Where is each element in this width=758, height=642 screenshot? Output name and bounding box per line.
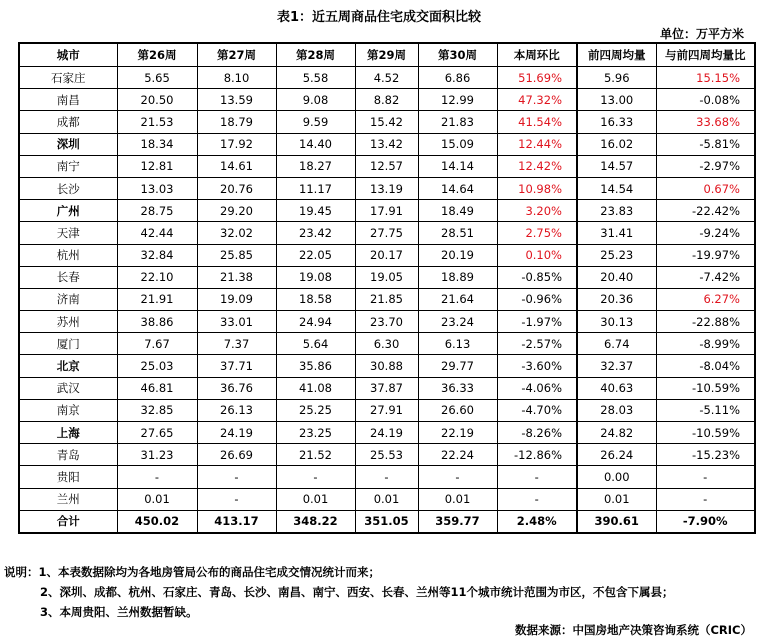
cell-w28: 41.08 — [276, 377, 355, 399]
cell-avg4: 13.00 — [577, 89, 656, 111]
cell-vs4: -10.59% — [656, 422, 755, 444]
cell-w29: 13.42 — [355, 133, 418, 155]
cell-w30: 28.51 — [418, 222, 497, 244]
cell-w26: 0.01 — [117, 488, 197, 510]
cell-w27: 413.17 — [197, 510, 276, 533]
cell-w28: 18.27 — [276, 155, 355, 177]
table-row — [19, 444, 755, 466]
cell-city: 深圳 — [19, 133, 117, 155]
cell-w29: 21.85 — [355, 288, 418, 310]
cell-w27: 32.02 — [197, 222, 276, 244]
cell-w26: 27.65 — [117, 422, 197, 444]
cell-vs4: -22.42% — [656, 200, 755, 222]
cell-vs4: -8.04% — [656, 355, 755, 377]
cell-w26: 12.81 — [117, 155, 197, 177]
cell-w27: 14.61 — [197, 155, 276, 177]
note-item: 2、深圳、成都、杭州、石家庄、青岛、长沙、南昌、南宁、西安、长春、兰州等11个城市统计范围为市区，不包含下属县； — [40, 585, 674, 599]
cell-wow: 2.48% — [497, 510, 577, 533]
cell-wow: 2.75% — [497, 222, 577, 244]
table-row — [19, 288, 755, 310]
cell-avg4: 20.36 — [577, 288, 656, 310]
cell-w26: 31.23 — [117, 444, 197, 466]
table-row — [19, 200, 755, 222]
cell-city: 南京 — [19, 399, 117, 421]
total-row — [19, 510, 755, 533]
cell-w30: 29.77 — [418, 355, 497, 377]
cell-w26: 21.91 — [117, 288, 197, 310]
notes-label: 说明： — [4, 565, 39, 579]
cell-w27: 20.76 — [197, 177, 276, 199]
note-line-1 — [4, 562, 674, 582]
cell-wow: -1.97% — [497, 311, 577, 333]
cell-avg4: 5.96 — [577, 67, 656, 89]
cell-wow: 10.98% — [497, 177, 577, 199]
cell-w26: 18.34 — [117, 133, 197, 155]
cell-w29: 25.53 — [355, 444, 418, 466]
cell-vs4: -22.88% — [656, 311, 755, 333]
cell-w28: 23.42 — [276, 222, 355, 244]
cell-city: 长沙 — [19, 177, 117, 199]
cell-w28: 19.08 — [276, 266, 355, 288]
header-row — [19, 43, 755, 67]
cell-w28: 348.22 — [276, 510, 355, 533]
cell-w29: 351.05 — [355, 510, 418, 533]
cell-w27: 7.37 — [197, 333, 276, 355]
cell-w30: 12.99 — [418, 89, 497, 111]
cell-avg4: 30.13 — [577, 311, 656, 333]
cell-avg4: 14.57 — [577, 155, 656, 177]
cell-vs4: 0.67% — [656, 177, 755, 199]
cell-w29: 37.87 — [355, 377, 418, 399]
cell-w27: 17.92 — [197, 133, 276, 155]
cell-city: 合计 — [19, 510, 117, 533]
col-header-w30: 第30周 — [418, 43, 497, 67]
cell-w27: 37.71 — [197, 355, 276, 377]
cell-wow: -4.70% — [497, 399, 577, 421]
cell-w27: - — [197, 488, 276, 510]
cell-avg4: 0.00 — [577, 466, 656, 488]
table-row — [19, 244, 755, 266]
cell-w26: 5.65 — [117, 67, 197, 89]
col-header-w27: 第27周 — [197, 43, 276, 67]
cell-vs4: -8.99% — [656, 333, 755, 355]
cell-w26: 20.50 — [117, 89, 197, 111]
cell-avg4: 16.33 — [577, 111, 656, 133]
table-row — [19, 222, 755, 244]
col-header-w26: 第26周 — [117, 43, 197, 67]
table-row — [19, 399, 755, 421]
cell-w30: 359.77 — [418, 510, 497, 533]
cell-w29: 12.57 — [355, 155, 418, 177]
cell-avg4: 32.37 — [577, 355, 656, 377]
cell-w30: 14.14 — [418, 155, 497, 177]
cell-vs4: -0.08% — [656, 89, 755, 111]
cell-city: 苏州 — [19, 311, 117, 333]
cell-wow: -0.96% — [497, 288, 577, 310]
cell-city: 贵阳 — [19, 466, 117, 488]
cell-avg4: 25.23 — [577, 244, 656, 266]
comparison-table — [18, 42, 756, 534]
cell-w30: 0.01 — [418, 488, 497, 510]
cell-w26: 46.81 — [117, 377, 197, 399]
cell-w28: 24.94 — [276, 311, 355, 333]
cell-city: 青岛 — [19, 444, 117, 466]
cell-avg4: 40.63 — [577, 377, 656, 399]
cell-w27: - — [197, 466, 276, 488]
cell-w26: - — [117, 466, 197, 488]
table-row — [19, 89, 755, 111]
cell-w26: 42.44 — [117, 222, 197, 244]
cell-wow: -12.86% — [497, 444, 577, 466]
cell-w29: 13.19 — [355, 177, 418, 199]
table-row — [19, 311, 755, 333]
cell-city: 杭州 — [19, 244, 117, 266]
cell-city: 南昌 — [19, 89, 117, 111]
cell-w30: 21.64 — [418, 288, 497, 310]
cell-w28: 0.01 — [276, 488, 355, 510]
cell-w29: 8.82 — [355, 89, 418, 111]
cell-wow: -3.60% — [497, 355, 577, 377]
cell-w27: 33.01 — [197, 311, 276, 333]
cell-w30: 15.09 — [418, 133, 497, 155]
col-header-w28: 第28周 — [276, 43, 355, 67]
table-row — [19, 111, 755, 133]
cell-wow: -0.85% — [497, 266, 577, 288]
cell-vs4: -5.81% — [656, 133, 755, 155]
cell-vs4: 6.27% — [656, 288, 755, 310]
cell-wow: 3.20% — [497, 200, 577, 222]
cell-w28: 18.58 — [276, 288, 355, 310]
cell-w30: 6.86 — [418, 67, 497, 89]
cell-w28: 35.86 — [276, 355, 355, 377]
cell-wow: -8.26% — [497, 422, 577, 444]
cell-avg4: 31.41 — [577, 222, 656, 244]
cell-city: 兰州 — [19, 488, 117, 510]
cell-w27: 26.69 — [197, 444, 276, 466]
note-line-2 — [4, 582, 674, 602]
cell-w29: 23.70 — [355, 311, 418, 333]
cell-w27: 24.19 — [197, 422, 276, 444]
cell-avg4: 0.01 — [577, 488, 656, 510]
cell-w30: 22.19 — [418, 422, 497, 444]
cell-wow: - — [497, 488, 577, 510]
cell-wow: - — [497, 466, 577, 488]
cell-w29: 20.17 — [355, 244, 418, 266]
cell-w28: 23.25 — [276, 422, 355, 444]
cell-w30: 36.33 — [418, 377, 497, 399]
cell-vs4: -15.23% — [656, 444, 755, 466]
cell-w30: 26.60 — [418, 399, 497, 421]
cell-w26: 32.85 — [117, 399, 197, 421]
cell-w26: 22.10 — [117, 266, 197, 288]
cell-vs4: -5.11% — [656, 399, 755, 421]
cell-w28: 21.52 — [276, 444, 355, 466]
cell-w28: 9.08 — [276, 89, 355, 111]
cell-w29: 17.91 — [355, 200, 418, 222]
col-header-vs4: 与前四周均量比 — [656, 43, 755, 67]
notes — [4, 562, 674, 622]
table-title: 表1：近五周商品住宅成交面积比较 — [276, 10, 482, 25]
table-row — [19, 155, 755, 177]
cell-w28: 5.64 — [276, 333, 355, 355]
cell-city: 厦门 — [19, 333, 117, 355]
cell-w30: 6.13 — [418, 333, 497, 355]
table-row — [19, 422, 755, 444]
cell-w30: 21.83 — [418, 111, 497, 133]
unit-label: 单位：万平方米 — [659, 27, 744, 41]
col-header-wow: 本周环比 — [497, 43, 577, 67]
cell-w29: - — [355, 466, 418, 488]
cell-city: 长春 — [19, 266, 117, 288]
note-line-3 — [4, 602, 674, 622]
cell-w29: 27.75 — [355, 222, 418, 244]
cell-w26: 32.84 — [117, 244, 197, 266]
cell-vs4: 15.15% — [656, 67, 755, 89]
cell-city: 南宁 — [19, 155, 117, 177]
data-source: 数据来源：中国房地产决策咨询系统（CRIC） — [514, 623, 752, 637]
cell-w29: 15.42 — [355, 111, 418, 133]
cell-avg4: 23.83 — [577, 200, 656, 222]
cell-wow: 12.44% — [497, 133, 577, 155]
cell-w28: 14.40 — [276, 133, 355, 155]
cell-w28: 25.25 — [276, 399, 355, 421]
cell-wow: -2.57% — [497, 333, 577, 355]
cell-w27: 19.09 — [197, 288, 276, 310]
cell-avg4: 390.61 — [577, 510, 656, 533]
cell-w28: 5.58 — [276, 67, 355, 89]
cell-w29: 30.88 — [355, 355, 418, 377]
cell-w26: 7.67 — [117, 333, 197, 355]
cell-vs4: - — [656, 488, 755, 510]
cell-w26: 450.02 — [117, 510, 197, 533]
table-row — [19, 266, 755, 288]
cell-vs4: -10.59% — [656, 377, 755, 399]
cell-vs4: - — [656, 466, 755, 488]
cell-w27: 18.79 — [197, 111, 276, 133]
cell-w30: 14.64 — [418, 177, 497, 199]
col-header-city: 城市 — [19, 43, 117, 67]
table-row — [19, 377, 755, 399]
table-row — [19, 333, 755, 355]
table-body — [19, 67, 755, 533]
cell-w30: - — [418, 466, 497, 488]
cell-avg4: 14.54 — [577, 177, 656, 199]
table-row — [19, 355, 755, 377]
cell-w26: 25.03 — [117, 355, 197, 377]
cell-wow: 0.10% — [497, 244, 577, 266]
table-row — [19, 67, 755, 89]
cell-city: 上海 — [19, 422, 117, 444]
note-item: 3、本周贵阳、兰州数据暂缺。 — [40, 605, 198, 619]
cell-wow: 51.69% — [497, 67, 577, 89]
cell-w27: 13.59 — [197, 89, 276, 111]
cell-w26: 28.75 — [117, 200, 197, 222]
cell-w28: 22.05 — [276, 244, 355, 266]
cell-w28: 9.59 — [276, 111, 355, 133]
cell-w30: 18.89 — [418, 266, 497, 288]
cell-w30: 20.19 — [418, 244, 497, 266]
cell-w26: 21.53 — [117, 111, 197, 133]
cell-avg4: 24.82 — [577, 422, 656, 444]
cell-w27: 29.20 — [197, 200, 276, 222]
cell-wow: 41.54% — [497, 111, 577, 133]
cell-avg4: 20.40 — [577, 266, 656, 288]
cell-w30: 22.24 — [418, 444, 497, 466]
cell-city: 济南 — [19, 288, 117, 310]
cell-w26: 38.86 — [117, 311, 197, 333]
cell-vs4: -9.24% — [656, 222, 755, 244]
cell-w27: 8.10 — [197, 67, 276, 89]
col-header-w29: 第29周 — [355, 43, 418, 67]
cell-vs4: -2.97% — [656, 155, 755, 177]
cell-w26: 13.03 — [117, 177, 197, 199]
cell-w29: 19.05 — [355, 266, 418, 288]
col-header-avg4: 前四周均量 — [577, 43, 656, 67]
cell-avg4: 28.03 — [577, 399, 656, 421]
cell-avg4: 16.02 — [577, 133, 656, 155]
cell-w27: 21.38 — [197, 266, 276, 288]
cell-wow: 47.32% — [497, 89, 577, 111]
cell-w29: 24.19 — [355, 422, 418, 444]
cell-w28: 11.17 — [276, 177, 355, 199]
cell-city: 北京 — [19, 355, 117, 377]
table-row — [19, 466, 755, 488]
cell-w28: 19.45 — [276, 200, 355, 222]
cell-w29: 6.30 — [355, 333, 418, 355]
cell-w27: 26.13 — [197, 399, 276, 421]
cell-vs4: 33.68% — [656, 111, 755, 133]
table-row — [19, 177, 755, 199]
cell-city: 成都 — [19, 111, 117, 133]
cell-vs4: -7.90% — [656, 510, 755, 533]
cell-wow: -4.06% — [497, 377, 577, 399]
cell-avg4: 6.74 — [577, 333, 656, 355]
cell-vs4: -7.42% — [656, 266, 755, 288]
cell-city: 天津 — [19, 222, 117, 244]
cell-w28: - — [276, 466, 355, 488]
cell-w30: 18.49 — [418, 200, 497, 222]
cell-w29: 0.01 — [355, 488, 418, 510]
cell-w27: 25.85 — [197, 244, 276, 266]
cell-w29: 4.52 — [355, 67, 418, 89]
table-row — [19, 488, 755, 510]
note-item: 1、本表数据除均为各地房管局公布的商品住宅成交情况统计而来； — [38, 565, 380, 579]
cell-wow: 12.42% — [497, 155, 577, 177]
cell-w29: 27.91 — [355, 399, 418, 421]
cell-avg4: 26.24 — [577, 444, 656, 466]
cell-city: 广州 — [19, 200, 117, 222]
table-row — [19, 133, 755, 155]
cell-w27: 36.76 — [197, 377, 276, 399]
cell-vs4: -19.97% — [656, 244, 755, 266]
cell-city: 武汉 — [19, 377, 117, 399]
cell-city: 石家庄 — [19, 67, 117, 89]
cell-w30: 23.24 — [418, 311, 497, 333]
